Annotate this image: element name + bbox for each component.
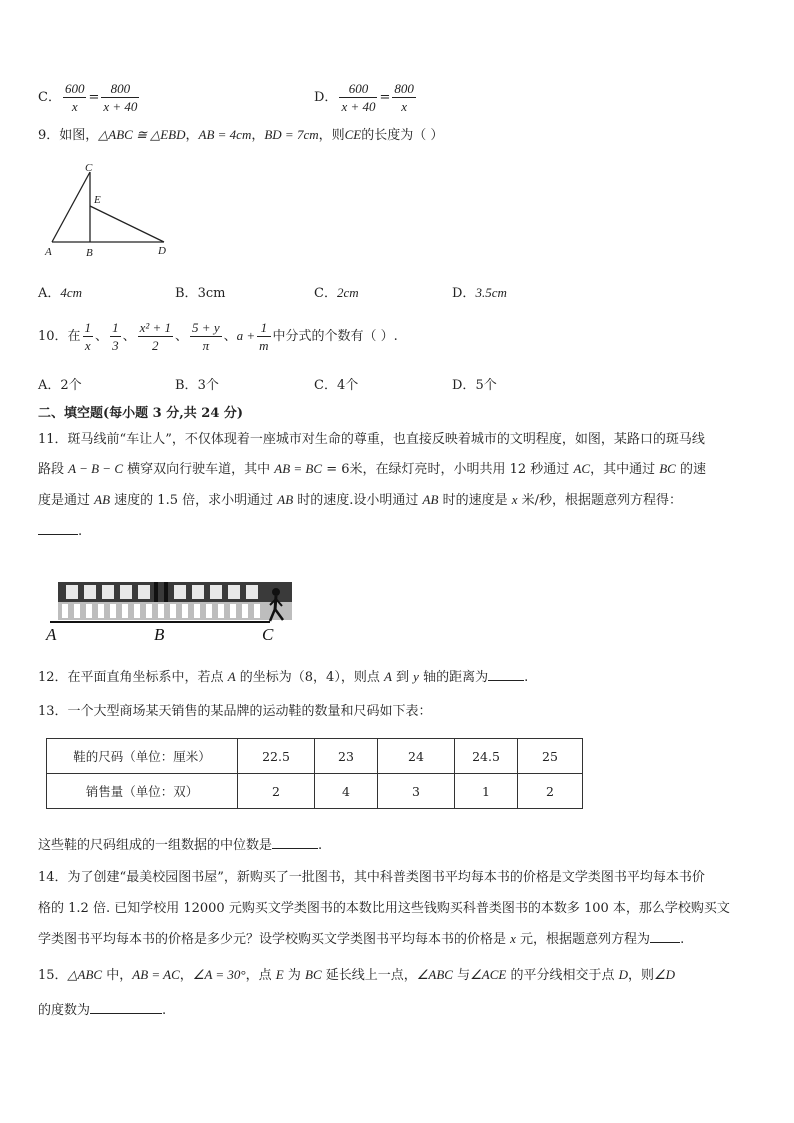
answer-blank [90,1001,162,1014]
table-row [47,774,583,809]
answer-blank [488,668,524,681]
q10-option-d: D．5个 [452,378,497,393]
label-c: C [262,625,274,644]
q13-question: 这些鞋的尺码组成的一组数据的中位数是 . [38,838,323,853]
section-heading: 二、填空题(每小题 3 分,共 24 分) [38,406,244,421]
q9-option-b: B．3cm [175,286,226,301]
label-b: B [154,625,165,644]
answer-blank [272,836,318,849]
q14-line1: 14．为了创建“最美校园图书屋”，新购买了一批图书，其中科普类图书平均每本书的价格是文学类图书平均每本书价 [38,870,705,885]
row-header: 鞋的尺码（单位：厘米） [47,739,238,774]
q11-answer-line: . [38,522,82,539]
row-header: 销售量（单位：双） [47,774,238,809]
label-a: A [45,246,52,258]
q9-option-a: A．4cm [38,285,83,301]
q11-crosswalk-figure [44,578,294,646]
label-e: E [94,194,101,206]
fraction: $\frac{\text{x² + 1}}{2}$ [139,320,172,353]
fraction: $\frac{800}{x + 40}$ [103,81,138,114]
option-label: D． [314,90,338,105]
q10-option-a: A．2个 [38,378,82,393]
table-cell: 2 [518,774,583,809]
q9-triangle-figure [40,160,180,264]
q15-line1: 15．△ABC 中，AB = AC，∠A = 30°，点 E 为 BC 延长线上一点，∠ABC 与∠ACE 的平分线相交于点 D，则∠D [38,967,676,983]
answer-blank [38,522,78,535]
q11-line3: 度是通过 AB 速度的 1.5 倍，求小明通过 AB 时的速度.设小明通过 AB 时的速度是 x 米/秒，根据题意列方程得： [38,492,682,508]
table-cell: 2 [238,774,315,809]
table-cell: 1 [455,774,518,809]
q13-stem: 13．一个大型商场某天销售的某品牌的运动鞋的数量和尺码如下表： [38,704,432,719]
q10-option-b: B．3个 [175,378,219,393]
label-c: C [85,162,93,174]
option-label: C． [38,90,61,105]
fraction: $\frac{1}{x}$ [84,320,92,353]
q9-stem: 9．如图，△ABC ≅ △EBD，AB = 4cm，BD = 7cm，则CE的长度为（ ） [38,127,444,143]
table-cell: 4 [315,774,378,809]
q14-line2: 格的 1.2 倍. 已知学校用 12000 元购买文学类图书的本数比用这些钱购买科普类图书的本数多 100 本，那么学校购买文 [38,901,730,916]
shoe-size-table [46,738,583,809]
label-d: D [158,245,166,257]
q15-line2: 的度数为 . [38,1003,167,1018]
q10-option-c: C．4个 [314,378,359,393]
fraction: $\frac{1}{3}$ [112,320,119,353]
q8-option-c: C． $\frac{600}{x}$ = $\frac{800}{x + 40}$ [38,81,138,114]
table-cell: 23 [315,739,378,774]
label-a: A [46,625,57,644]
table-cell: 3 [378,774,455,809]
q9-option-c: C．2cm [314,285,359,301]
table-cell: 22.5 [238,739,315,774]
q11-line2: 路段 A − B − C 横穿双向行驶车道，其中 AB = BC = 6米，在绿灯亮时，小明共用 12 秒通过 AC，其中通过 BC 的速 [38,461,706,477]
table-cell: 24 [378,739,455,774]
q11-line1: 11．斑马线前“车让人”，不仅体现着一座城市对生命的尊重，也直接反映着城市的文明程度，如图，某路口的斑马线 [38,432,705,447]
fraction: $\frac{5 + y}{\pi}$ [192,320,220,353]
q8-option-d: D． $\frac{600}{x + 40}$ = $\frac{800}{x}$ [314,81,414,114]
fraction: $\frac{800}{x}$ [394,81,414,114]
q9-option-d: D．3.5cm [452,285,507,301]
q14-line3: 学类图书平均每本书的价格是多少元？设学校购买文学类图书平均每本书的价格是 x 元，根据题意列方程为 . [38,931,685,947]
table-cell: 24.5 [455,739,518,774]
table-cell: 25 [518,739,583,774]
table-row [47,739,583,774]
fraction: $\frac{1}{m}$ [259,320,269,353]
q12-stem: 12．在平面直角坐标系中，若点 A 的坐标为（8，4），则点 A 到 y 轴的距离为 . [38,669,529,685]
q10-stem: 10．在 $\frac{1}{x}$ 、 $\frac{1}{3}$ 、 $\frac{\text{x² + 1}}{2}$ 、 $\frac{5 + y}{\pi}$ 、a + $\frac{1}{m}$ 中分式的个数有（ ）. [38,320,398,353]
label-b: B [86,247,93,259]
fraction: $\frac{600}{x}$ [64,81,85,114]
answer-blank [650,930,680,943]
fraction: $\frac{600}{x + 40}$ [341,81,376,114]
